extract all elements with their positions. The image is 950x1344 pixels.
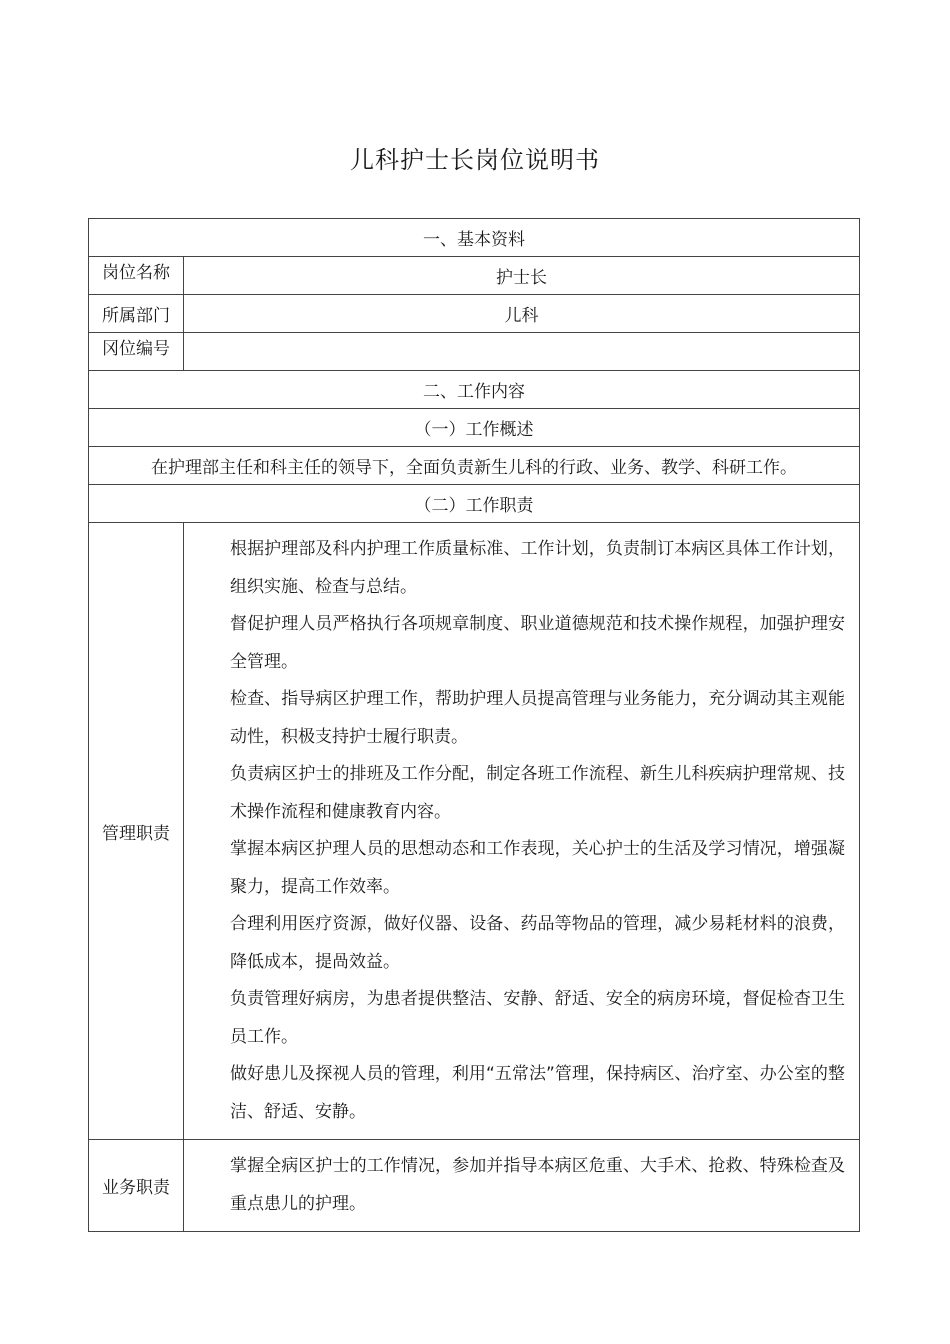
management-duties-label: 管理职责: [89, 523, 184, 1140]
page-title: 儿科护士长岗位说明书: [350, 146, 600, 174]
value-position-name: 护士长: [184, 257, 860, 295]
duty-item: 检查、指导病区护理工作，帮助护理人员提高管理与业务能力，充分调动其主观能动性，积极支持护士履行职责。: [230, 689, 845, 747]
section-work-content: 二、工作内容: [89, 371, 860, 409]
duty-item: 督促护理人员严格执行各项规章制度、职业道德规范和技术操作规程，加强护理安全管理。: [230, 614, 845, 672]
management-duties-list: [184, 523, 860, 1140]
job-spec-table: [88, 218, 860, 1232]
label-position-name: 岗位名称: [89, 257, 184, 295]
duty-item: 掌握全病区护士的工作情况，参加并指导本病区危重、大手术、抢救、特殊检查及重点患儿的护理。: [230, 1156, 845, 1214]
duty-item: 负责管理好病房，为患者提供整洁、安静、舒适、安全的病房环境，督促检杳卫生员工作。: [230, 989, 845, 1047]
duty-item: 根据护理部及科内护理工作质量标准、工作计划，负责制订本病区具体工作计划，组织实施、检查与总结。: [230, 539, 845, 597]
label-position-code: 冈位编号: [89, 333, 184, 371]
label-department: 所属部门: [89, 295, 184, 333]
overview-heading: （一）工作概述: [89, 409, 860, 447]
value-department: 儿科: [184, 295, 860, 333]
duty-item: 做好患儿及探视人员的管理，利用“五常法”管理，保持病区、治疗室、办公室的整洁、舒适、安静。: [230, 1064, 845, 1122]
duty-item: 合理利用医疗资源，做好仪器、设备、药品等物品的管理，减少易耗材料的浪费，降低成本，提咼效益。: [230, 914, 845, 972]
duties-heading: （二）工作职责: [89, 485, 860, 523]
overview-text: 在护理部主任和科主任的领导下，全面负责新生儿科的行政、业务、教学、科研工作。: [89, 447, 860, 485]
duty-item: 负责病区护士的排班及工作分配，制定各班工作流程、新生儿科疾病护理常规、技术操作流程和健康教育内容。: [230, 764, 845, 822]
business-duties-label: 业务职责: [89, 1140, 184, 1232]
section-basic-info: 一、基本资料: [89, 219, 860, 257]
duty-item: 掌握本病区护理人员的思想动态和工作表现，关心护士的生活及学习情况，增强凝聚力，提高工作效率。: [230, 839, 845, 897]
business-duties-list: [184, 1140, 860, 1232]
value-position-code: [184, 333, 860, 371]
